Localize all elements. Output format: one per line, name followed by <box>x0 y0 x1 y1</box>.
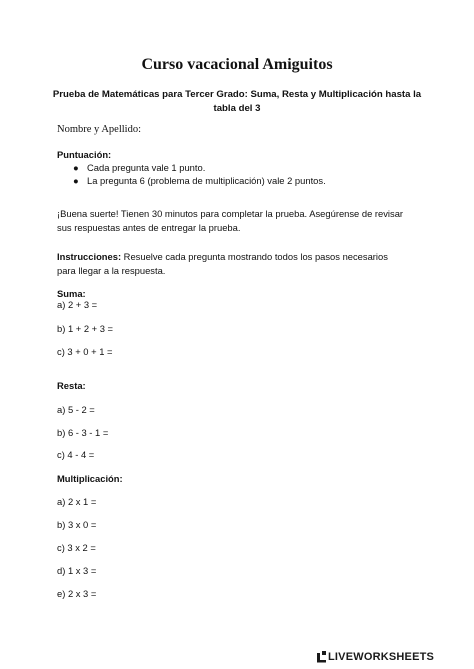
scoring-item: ● Cada pregunta vale 1 punto. <box>73 162 206 173</box>
multiplicacion-question: d) 1 x 3 = <box>57 565 97 576</box>
resta-heading: Resta: <box>57 380 86 391</box>
page-title: Curso vacacional Amiguitos <box>141 56 333 73</box>
multiplicacion-question: e) 2 x 3 = <box>57 588 97 599</box>
resta-question: b) 6 - 3 - 1 = <box>57 427 109 438</box>
resta-question: c) 4 - 4 = <box>57 449 95 460</box>
scoring-item: ● La pregunta 6 (problema de multiplicación) vale 2 puntos. <box>73 175 326 186</box>
instructions-text: Resuelve cada pregunta mostrando todos los pasos necesarios para llegar a la respuesta. <box>57 251 388 276</box>
multiplicacion-question: c) 3 x 2 = <box>57 542 96 553</box>
suma-heading: Suma: <box>57 288 86 299</box>
liveworksheets-logo-icon <box>317 651 327 663</box>
footer-brand[interactable]: LIVEWORKSHEETS <box>328 651 435 663</box>
scoring-heading: Puntuación: <box>57 149 112 160</box>
suma-question: c) 3 + 0 + 1 = <box>57 346 113 357</box>
instructions-label: Instrucciones: <box>57 251 122 262</box>
multiplicacion-heading: Multiplicación: <box>57 473 123 484</box>
multiplicacion-question: a) 2 x 1 = <box>57 496 97 507</box>
multiplicacion-question: b) 3 x 0 = <box>57 519 97 530</box>
suma-question: a) 2 + 3 = <box>57 299 98 310</box>
instructions-paragraph <box>57 250 407 277</box>
bullet-icon: ● <box>73 162 79 173</box>
name-label: Nombre y Apellido: <box>57 124 141 135</box>
page-subtitle: Prueba de Matemáticas para Tercer Grado: Suma, Resta y Multiplicación hasta la tabla del 3 <box>52 89 422 114</box>
resta-question: a) 5 - 2 = <box>57 404 95 415</box>
good-luck-paragraph: ¡Buena suerte! Tienen 30 minutos para completar la prueba. Asegúrense de revisar sus respuestas antes de entregar la prueba. <box>57 208 404 233</box>
bullet-icon: ● <box>73 175 79 186</box>
suma-question: b) 1 + 2 + 3 = <box>57 323 114 334</box>
